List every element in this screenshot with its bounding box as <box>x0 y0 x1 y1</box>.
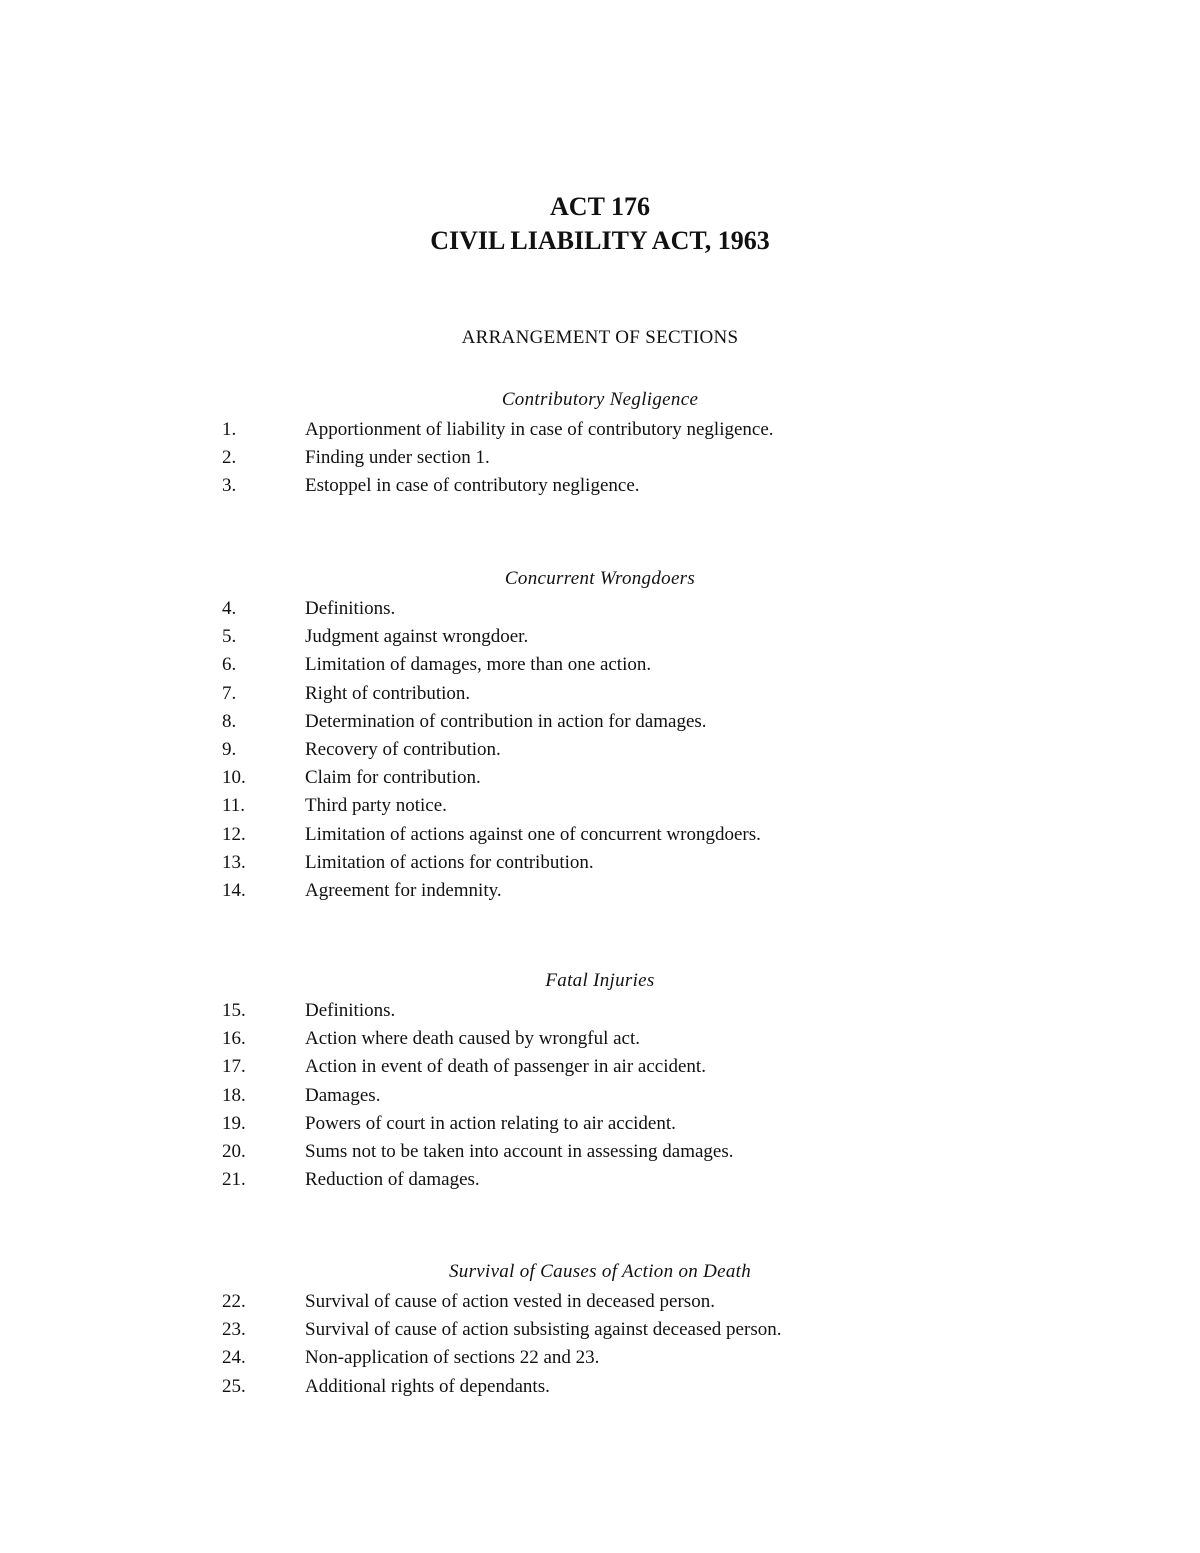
section-number: 11. <box>222 795 246 817</box>
section-number: 24. <box>222 1347 246 1369</box>
part-heading: Fatal Injuries <box>545 970 655 991</box>
section-number: 21. <box>222 1169 246 1191</box>
section-row <box>0 792 1200 820</box>
section-number: 3. <box>222 475 237 497</box>
section-number: 22. <box>222 1291 246 1312</box>
section-number: 5. <box>222 626 237 648</box>
part-survival-of-causes <box>0 1260 1200 1401</box>
document-title-block <box>0 190 1200 258</box>
section-number: 13. <box>222 851 246 873</box>
section-number: 17. <box>222 1056 246 1078</box>
section-row <box>0 736 1200 764</box>
section-row <box>0 997 1200 1025</box>
part-heading: Concurrent Wrongdoers <box>504 568 696 589</box>
part-concurrent-wrongdoers <box>0 567 1200 905</box>
act-number: ACT 176 <box>550 192 650 221</box>
section-number: 8. <box>222 710 237 732</box>
section-row <box>0 1344 1200 1372</box>
section-row <box>0 1025 1200 1053</box>
section-title: Sums not to be taken into account in assessing damages. <box>305 1140 734 1162</box>
section-number: 25. <box>222 1375 246 1397</box>
section-title: Agreement for indemnity. <box>305 879 502 901</box>
section-title: Recovery of contribution. <box>305 738 501 760</box>
section-title: Limitation of actions against one of concurrent wrongdoers. <box>305 823 761 845</box>
section-row <box>0 821 1200 849</box>
section-number: 19. <box>222 1112 246 1134</box>
section-row <box>0 1316 1200 1344</box>
part-fatal-injuries <box>0 969 1200 1194</box>
section-number: 2. <box>222 447 237 469</box>
section-number: 6. <box>222 654 237 676</box>
section-title: Third party notice. <box>305 795 447 817</box>
section-row <box>0 877 1200 905</box>
section-row <box>0 651 1200 679</box>
section-number: 15. <box>222 1000 246 1021</box>
section-number: 9. <box>222 738 237 760</box>
section-row <box>0 416 1200 444</box>
section-number: 16. <box>222 1028 246 1050</box>
section-row <box>0 1082 1200 1110</box>
section-title: Action in event of death of passenger in air accident. <box>305 1056 706 1078</box>
section-number: 20. <box>222 1140 246 1162</box>
section-title: Additional rights of dependants. <box>305 1375 550 1397</box>
section-title: Estoppel in case of contributory negligence. <box>305 475 640 497</box>
section-title: Damages. <box>305 1084 381 1106</box>
section-row <box>0 1138 1200 1166</box>
section-row <box>0 849 1200 877</box>
section-number: 14. <box>222 879 246 901</box>
section-row <box>0 472 1200 500</box>
section-number: 4. <box>222 598 237 619</box>
section-title: Limitation of damages, more than one action. <box>305 654 652 676</box>
section-title: Finding under section 1. <box>305 447 490 469</box>
arrangement-heading: ARRANGEMENT OF SECTIONS <box>461 327 739 348</box>
section-title: Action where death caused by wrongful act. <box>305 1028 641 1050</box>
section-number: 1. <box>222 419 237 440</box>
section-title: Non-application of sections 22 and 23. <box>305 1347 600 1369</box>
section-title: Right of contribution. <box>305 682 471 704</box>
section-title: Reduction of damages. <box>305 1169 480 1191</box>
section-title: Definitions. <box>305 1000 396 1021</box>
section-title: Survival of cause of action vested in deceased person. <box>305 1291 715 1312</box>
section-title: Powers of court in action relating to air accident. <box>305 1112 676 1134</box>
section-row <box>0 680 1200 708</box>
section-row <box>0 1053 1200 1081</box>
section-row <box>0 1110 1200 1138</box>
part-heading: Contributory Negligence <box>501 389 699 410</box>
act-title: CIVIL LIABILITY ACT, 1963 <box>430 226 770 255</box>
part-contributory-negligence <box>0 388 1200 501</box>
section-row <box>0 444 1200 472</box>
section-title: Definitions. <box>305 598 396 619</box>
section-number: 7. <box>222 682 237 704</box>
section-title: Claim for contribution. <box>305 767 481 789</box>
section-title: Survival of cause of action subsisting against deceased person. <box>305 1319 782 1341</box>
section-row <box>0 708 1200 736</box>
section-row <box>0 595 1200 623</box>
section-title: Determination of contribution in action for damages. <box>305 710 707 732</box>
part-heading: Survival of Causes of Action on Death <box>448 1261 752 1282</box>
section-row <box>0 764 1200 792</box>
section-title: Judgment against wrongdoer. <box>305 626 529 648</box>
section-number: 23. <box>222 1319 246 1341</box>
section-number: 10. <box>222 767 246 789</box>
section-row <box>0 1373 1200 1401</box>
section-title: Apportionment of liability in case of contributory negligence. <box>305 419 774 440</box>
section-row <box>0 623 1200 651</box>
section-row <box>0 1288 1200 1316</box>
section-title: Limitation of actions for contribution. <box>305 851 594 873</box>
section-number: 18. <box>222 1084 246 1106</box>
section-row <box>0 1166 1200 1194</box>
section-number: 12. <box>222 823 246 845</box>
